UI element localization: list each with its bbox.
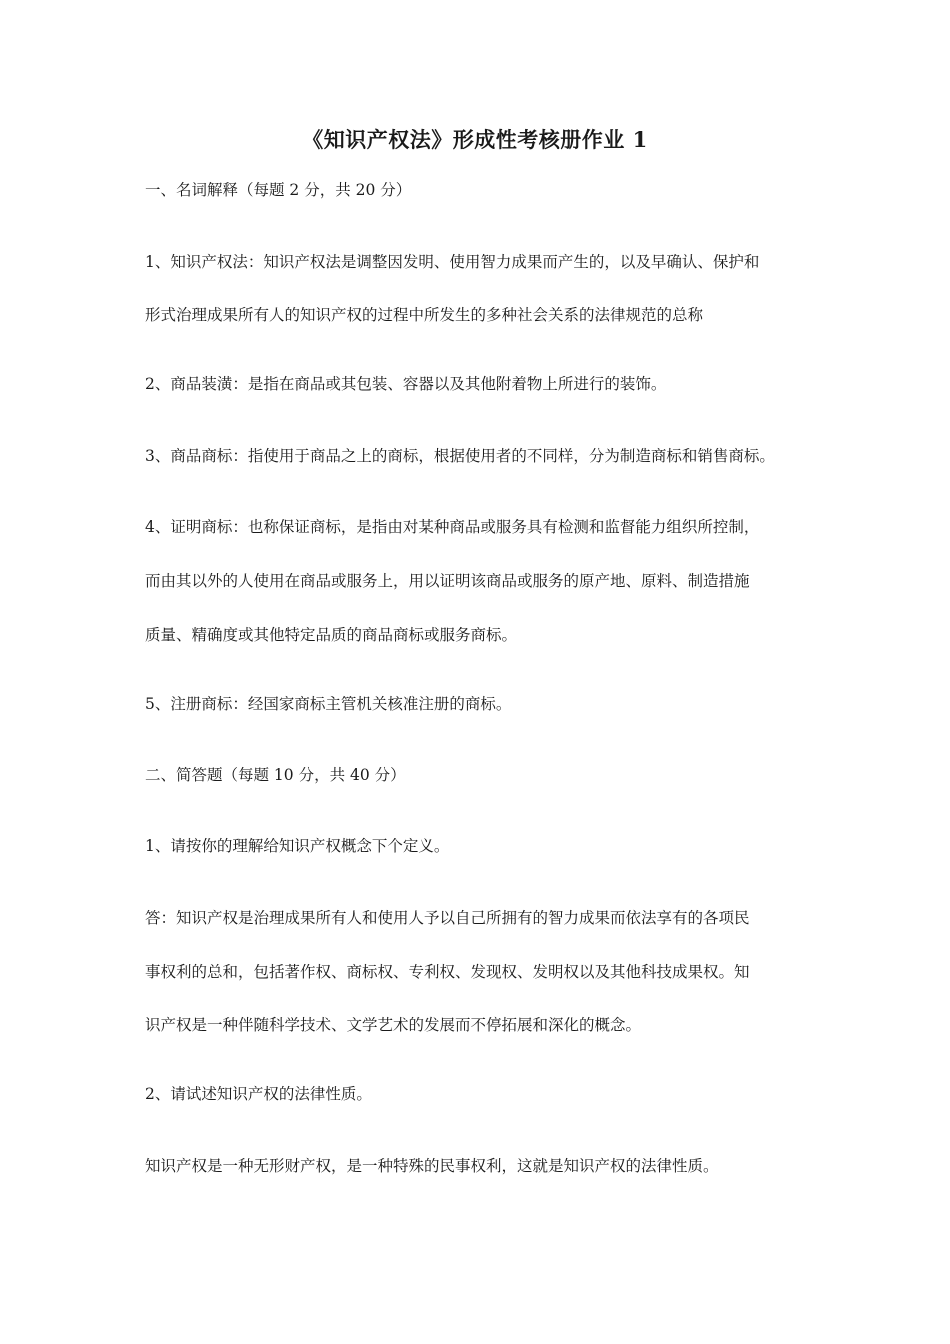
item4-line1: 4、证明商标：也称保证商标，是指由对某种商品或服务具有检测和监督能力组织所控制， xyxy=(145,518,760,536)
q1-answer-line1: 答：知识产权是治理成果所有人和使用人予以自己所拥有的智力成果而依法享有的各项民 xyxy=(145,909,750,927)
q1-answer-line3: 识产权是一种伴随科学技术、文学艺术的发展而不停拓展和深化的概念。 xyxy=(145,1016,642,1034)
item4-line2: 而由其以外的人使用在商品或服务上，用以证明该商品或服务的原产地、原料、制造措施 xyxy=(145,572,750,590)
q1-answer-line2: 事权利的总和，包括著作权、商标权、专利权、发现权、发明权以及其他科技成果权。知 xyxy=(145,963,750,981)
item2-line1: 2、商品装潢：是指在商品或其包装、容器以及其他附着物上所进行的装饰。 xyxy=(145,375,667,393)
item3-line1: 3、商品商标：指使用于商品之上的商标，根据使用者的不同样，分为制造商标和销售商标。 xyxy=(145,447,775,465)
item4-line3: 质量、精确度或其他特定品质的商品商标或服务商标。 xyxy=(145,626,518,644)
section1-heading: 一、名词解释（每题 2 分，共 20 分） xyxy=(145,181,412,199)
q2-answer-line1: 知识产权是一种无形财产权，是一种特殊的民事权利，这就是知识产权的法律性质。 xyxy=(145,1157,719,1175)
item5-line1: 5、注册商标：经国家商标主管机关核准注册的商标。 xyxy=(145,695,512,713)
item1-line2: 形式治理成果所有人的知识产权的过程中所发生的多种社会关系的法律规范的总称 xyxy=(145,306,704,324)
q2-question: 2、请试述知识产权的法律性质。 xyxy=(145,1085,372,1103)
item1-line1: 1、知识产权法：知识产权法是调整因发明、使用智力成果而产生的，以及早确认、保护和 xyxy=(145,253,760,271)
document-title: 《知识产权法》形成性考核册作业 1 xyxy=(302,127,648,152)
q1-question: 1、请按你的理解给知识产权概念下个定义。 xyxy=(145,837,450,855)
section2-heading: 二、简答题（每题 10 分，共 40 分） xyxy=(145,766,406,784)
